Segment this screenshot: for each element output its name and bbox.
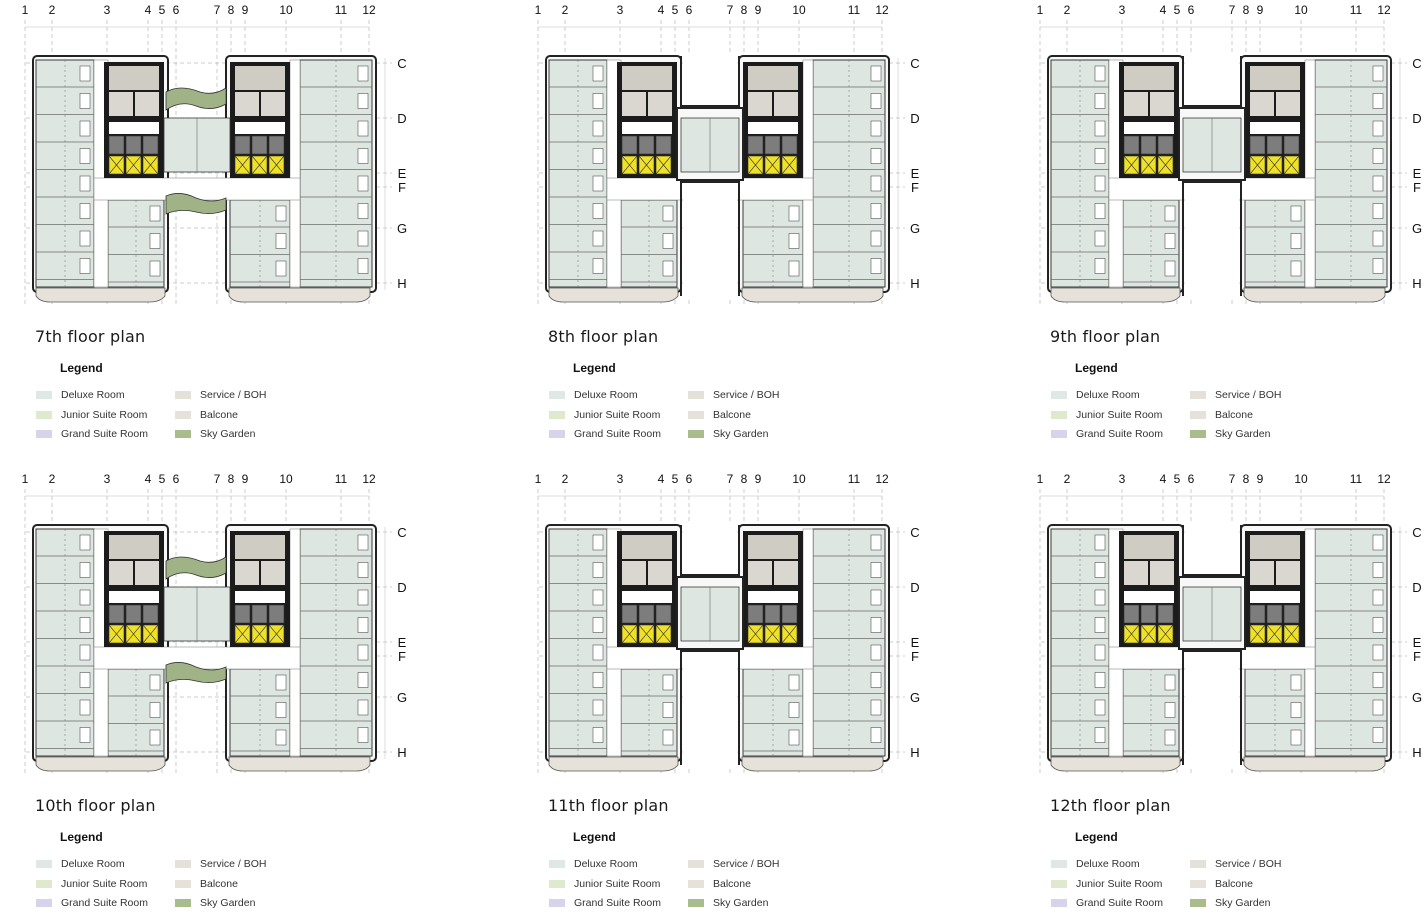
row-label: G	[909, 221, 921, 236]
deluxe-room-wing	[549, 60, 607, 287]
floor-plan-drawing	[1015, 0, 1426, 315]
column-label: 2	[1063, 3, 1071, 17]
column-label: 10	[792, 472, 806, 486]
legend-item	[688, 896, 768, 910]
legend-swatch	[36, 430, 52, 438]
legend-swatch	[1190, 411, 1206, 419]
row-label: C	[910, 56, 920, 71]
row-label: F	[911, 180, 919, 195]
column-label: 1	[1036, 472, 1044, 486]
column-label: 12	[1377, 472, 1391, 486]
legend-swatch	[688, 880, 704, 888]
column-label: 2	[1063, 472, 1071, 486]
legend-item	[1051, 408, 1162, 422]
legend-label: Junior Suite Room	[574, 408, 661, 421]
row-label: H	[1412, 276, 1422, 291]
row-label: F	[1413, 649, 1421, 664]
column-label: 7	[726, 472, 734, 486]
deluxe-room-wing	[1123, 669, 1179, 756]
row-label: F	[911, 649, 919, 664]
floor-plan-panel	[0, 469, 475, 924]
legend-label: Sky Garden	[200, 897, 256, 909]
legend-label: Grand Suite Room	[1076, 897, 1163, 909]
column-label: 3	[1118, 472, 1126, 486]
column-label: 6	[685, 3, 693, 17]
column-label: 9	[1256, 472, 1264, 486]
row-label: H	[397, 745, 407, 760]
deluxe-room-wing	[1123, 200, 1179, 287]
row-label: F	[398, 180, 406, 195]
column-label: 10	[792, 3, 806, 17]
column-label: 7	[726, 3, 734, 17]
row-label: D	[397, 580, 407, 595]
core	[1245, 62, 1305, 178]
legend-swatch	[688, 411, 704, 419]
column-label: 1	[21, 472, 29, 486]
core	[104, 62, 164, 178]
floor-plan-caption: 10th floor plan	[35, 796, 156, 815]
column-label: 7	[213, 3, 221, 17]
core	[743, 531, 803, 647]
bridge-link	[1179, 521, 1245, 766]
legend-item	[1190, 408, 1253, 422]
legend-item	[549, 408, 660, 422]
corridor	[803, 60, 813, 287]
core	[104, 531, 164, 647]
floor-plan-drawing	[513, 0, 933, 315]
legend-label: Junior Suite Room	[61, 408, 148, 421]
legend-label: Grand Suite Room	[61, 897, 148, 909]
row-label: G	[396, 221, 408, 236]
column-label: 3	[616, 3, 624, 17]
legend-label: Grand Suite Room	[574, 428, 661, 440]
column-label: 5	[1173, 472, 1181, 486]
row-label: C	[397, 56, 407, 71]
legend-title: Legend	[573, 361, 616, 375]
legend-swatch	[688, 899, 704, 907]
corridor	[290, 529, 300, 756]
row-label: E	[397, 635, 407, 650]
deluxe-room-wing	[300, 529, 372, 756]
deluxe-room-wing	[1315, 529, 1387, 756]
column-label: 1	[1036, 3, 1044, 17]
legend-title: Legend	[60, 361, 103, 375]
column-label: 6	[1187, 472, 1195, 486]
floor-plan-caption: 11th floor plan	[548, 796, 669, 815]
column-label: 4	[1159, 3, 1167, 17]
bridge-link	[677, 521, 743, 766]
legend-swatch	[549, 880, 565, 888]
legend-label: Deluxe Room	[1076, 858, 1140, 870]
column-label: 6	[172, 3, 180, 17]
column-label: 6	[172, 472, 180, 486]
legend-item	[175, 877, 238, 891]
legend-swatch	[549, 391, 565, 399]
column-label: 11	[334, 3, 348, 17]
legend-item	[1190, 896, 1270, 910]
column-label: 12	[362, 472, 376, 486]
legend-swatch	[1190, 391, 1206, 399]
column-label: 8	[1242, 3, 1250, 17]
deluxe-room-wing	[1245, 669, 1305, 756]
row-label: H	[910, 276, 920, 291]
column-label: 12	[1377, 3, 1391, 17]
legend-item	[688, 427, 768, 441]
legend-swatch	[688, 860, 704, 868]
row-label: F	[1413, 180, 1421, 195]
legend-item	[549, 388, 638, 402]
legend-item	[175, 896, 255, 910]
legend-item	[175, 408, 238, 422]
floor-plan-drawing	[0, 469, 420, 784]
column-label: 5	[158, 3, 166, 17]
legend-label: Sky Garden	[1215, 428, 1271, 440]
column-label: 4	[1159, 472, 1167, 486]
legend-label: Junior Suite Room	[61, 877, 148, 890]
legend-swatch	[36, 880, 52, 888]
legend-label: Junior Suite Room	[1076, 408, 1163, 421]
floor-plan-caption: 9th floor plan	[1050, 327, 1161, 346]
legend-label: Balcone	[200, 877, 238, 890]
legend-swatch	[1051, 391, 1067, 399]
floor-plan-panel	[0, 0, 475, 455]
lift-lobby	[94, 647, 300, 669]
column-label: 9	[754, 3, 762, 17]
column-label: 2	[48, 472, 56, 486]
legend-title: Legend	[573, 830, 616, 844]
deluxe-room-wing	[743, 200, 803, 287]
row-label: H	[1412, 745, 1422, 760]
row-label: C	[910, 525, 920, 540]
deluxe-room-wing	[1245, 200, 1305, 287]
core	[230, 531, 290, 647]
legend-swatch	[175, 430, 191, 438]
column-label: 1	[534, 472, 542, 486]
legend-label: Balcone	[1215, 408, 1253, 421]
legend-item	[688, 877, 751, 891]
column-label: 8	[740, 3, 748, 17]
column-label: 4	[657, 472, 665, 486]
legend-item	[175, 857, 267, 871]
floor-plan-drawing	[0, 0, 420, 315]
column-label: 8	[227, 3, 235, 17]
corridor	[803, 529, 813, 756]
column-label: 12	[875, 3, 889, 17]
column-label: 12	[362, 3, 376, 17]
balcony	[36, 757, 370, 771]
deluxe-room-wing	[549, 529, 607, 756]
floor-plan-panel	[513, 469, 988, 924]
column-label: 11	[1349, 3, 1363, 17]
core	[617, 62, 677, 178]
legend-item	[688, 388, 780, 402]
row-label: E	[1412, 635, 1422, 650]
legend-label: Junior Suite Room	[1076, 877, 1163, 890]
column-label: 6	[685, 472, 693, 486]
column-label: 5	[671, 472, 679, 486]
core	[1245, 531, 1305, 647]
legend-label: Service / BOH	[200, 389, 267, 401]
legend-swatch	[549, 899, 565, 907]
legend-label: Service / BOH	[1215, 858, 1282, 870]
legend-swatch	[175, 880, 191, 888]
column-label: 11	[334, 472, 348, 486]
column-label: 10	[279, 472, 293, 486]
floor-plan-caption: 12th floor plan	[1050, 796, 1171, 815]
deluxe-room-wing	[108, 200, 164, 287]
legend-swatch	[1051, 411, 1067, 419]
column-label: 7	[213, 472, 221, 486]
floor-plan-panel	[1015, 0, 1426, 455]
deluxe-room-wing	[743, 669, 803, 756]
legend-swatch	[688, 430, 704, 438]
legend-label: Deluxe Room	[574, 858, 638, 870]
legend-item	[688, 857, 780, 871]
deluxe-room-wing	[230, 669, 290, 756]
row-label: C	[1412, 525, 1422, 540]
row-label: C	[397, 525, 407, 540]
core	[743, 62, 803, 178]
column-label: 9	[754, 472, 762, 486]
lift-lobby	[94, 178, 300, 200]
column-label: 1	[21, 3, 29, 17]
core	[1119, 62, 1179, 178]
legend-item	[36, 877, 147, 891]
column-label: 9	[241, 3, 249, 17]
core	[617, 531, 677, 647]
column-label: 2	[561, 3, 569, 17]
row-label: E	[397, 166, 407, 181]
floor-plan-drawing	[1015, 469, 1426, 784]
legend-label: Grand Suite Room	[61, 428, 148, 440]
legend-item	[36, 896, 148, 910]
legend-label: Balcone	[713, 877, 751, 890]
legend-item	[1190, 877, 1253, 891]
deluxe-room-wing	[813, 60, 885, 287]
legend-item	[36, 408, 147, 422]
row-label: D	[397, 111, 407, 126]
column-label: 2	[561, 472, 569, 486]
legend-label: Sky Garden	[1215, 897, 1271, 909]
legend-swatch	[549, 411, 565, 419]
core	[230, 62, 290, 178]
column-label: 10	[1294, 3, 1308, 17]
row-label: D	[910, 111, 920, 126]
legend-item	[1190, 857, 1282, 871]
legend-swatch	[688, 391, 704, 399]
legend-label: Grand Suite Room	[574, 897, 661, 909]
legend-item	[36, 388, 125, 402]
row-label: G	[396, 690, 408, 705]
legend-swatch	[175, 860, 191, 868]
legend-label: Deluxe Room	[61, 389, 125, 401]
deluxe-room-wing	[1051, 60, 1109, 287]
row-label: D	[1412, 111, 1422, 126]
legend-label: Grand Suite Room	[1076, 428, 1163, 440]
column-label: 11	[847, 472, 861, 486]
legend-swatch	[1051, 860, 1067, 868]
column-label: 9	[1256, 3, 1264, 17]
legend-swatch	[36, 860, 52, 868]
corridor	[290, 60, 300, 287]
row-label: H	[397, 276, 407, 291]
column-label: 7	[1228, 3, 1236, 17]
column-label: 5	[158, 472, 166, 486]
legend-swatch	[1190, 880, 1206, 888]
legend-label: Service / BOH	[200, 858, 267, 870]
column-label: 3	[616, 472, 624, 486]
column-label: 8	[227, 472, 235, 486]
legend-label: Sky Garden	[200, 428, 256, 440]
legend-swatch	[1190, 860, 1206, 868]
row-label: G	[1411, 690, 1423, 705]
deluxe-room-wing	[1315, 60, 1387, 287]
floor-plan-panel	[513, 0, 988, 455]
legend-swatch	[1190, 899, 1206, 907]
legend-item	[549, 877, 660, 891]
column-label: 2	[48, 3, 56, 17]
legend-label: Service / BOH	[1215, 389, 1282, 401]
legend-item	[175, 427, 255, 441]
legend-item	[549, 896, 661, 910]
legend-item	[36, 857, 125, 871]
corridor	[1305, 60, 1315, 287]
legend-item	[1051, 388, 1140, 402]
row-label: D	[1412, 580, 1422, 595]
column-label: 9	[241, 472, 249, 486]
legend-item	[1190, 388, 1282, 402]
deluxe-room-wing	[300, 60, 372, 287]
legend-label: Deluxe Room	[1076, 389, 1140, 401]
row-label: E	[1412, 166, 1422, 181]
legend-title: Legend	[60, 830, 103, 844]
legend-title: Legend	[1075, 361, 1118, 375]
legend-swatch	[36, 391, 52, 399]
legend-label: Deluxe Room	[574, 389, 638, 401]
corridor	[1305, 529, 1315, 756]
legend-swatch	[1051, 880, 1067, 888]
legend-swatch	[1190, 430, 1206, 438]
row-label: H	[910, 745, 920, 760]
legend-label: Balcone	[1215, 877, 1253, 890]
legend-item	[1051, 896, 1163, 910]
legend-label: Balcone	[200, 408, 238, 421]
legend-swatch	[175, 899, 191, 907]
legend-label: Deluxe Room	[61, 858, 125, 870]
legend-title: Legend	[1075, 830, 1118, 844]
column-label: 7	[1228, 472, 1236, 486]
row-label: E	[910, 635, 920, 650]
legend-label: Junior Suite Room	[574, 877, 661, 890]
legend-swatch	[36, 899, 52, 907]
floor-plan-caption: 8th floor plan	[548, 327, 659, 346]
column-label: 4	[657, 3, 665, 17]
legend-item	[1051, 877, 1162, 891]
row-label: E	[910, 166, 920, 181]
legend-item	[549, 857, 638, 871]
row-label: F	[398, 649, 406, 664]
deluxe-room-wing	[621, 669, 677, 756]
column-label: 5	[671, 3, 679, 17]
legend-swatch	[175, 411, 191, 419]
legend-label: Service / BOH	[713, 858, 780, 870]
row-label: C	[1412, 56, 1422, 71]
floor-plan-panel	[1015, 469, 1426, 924]
column-label: 3	[103, 3, 111, 17]
column-label: 5	[1173, 3, 1181, 17]
row-label: G	[909, 690, 921, 705]
legend-label: Sky Garden	[713, 897, 769, 909]
floor-plan-drawing	[513, 469, 933, 784]
deluxe-room-wing	[36, 529, 94, 756]
legend-item	[1051, 427, 1163, 441]
bridge-link	[1179, 52, 1245, 297]
legend-item	[549, 427, 661, 441]
core	[1119, 531, 1179, 647]
column-label: 11	[1349, 472, 1363, 486]
legend-item	[1051, 857, 1140, 871]
legend-swatch	[175, 391, 191, 399]
column-label: 3	[1118, 3, 1126, 17]
balcony	[36, 288, 370, 302]
legend-item	[175, 388, 267, 402]
legend-swatch	[1051, 899, 1067, 907]
column-label: 6	[1187, 3, 1195, 17]
column-label: 10	[1294, 472, 1308, 486]
legend-swatch	[549, 430, 565, 438]
legend-label: Balcone	[713, 408, 751, 421]
legend-swatch	[549, 860, 565, 868]
column-label: 8	[1242, 472, 1250, 486]
floor-plan-caption: 7th floor plan	[35, 327, 146, 346]
legend-item	[36, 427, 148, 441]
column-label: 1	[534, 3, 542, 17]
deluxe-room-wing	[108, 669, 164, 756]
deluxe-room-wing	[621, 200, 677, 287]
column-label: 11	[847, 3, 861, 17]
legend-label: Service / BOH	[713, 389, 780, 401]
legend-label: Sky Garden	[713, 428, 769, 440]
column-label: 3	[103, 472, 111, 486]
deluxe-room-wing	[813, 529, 885, 756]
column-label: 4	[144, 3, 152, 17]
deluxe-room-wing	[36, 60, 94, 287]
row-label: G	[1411, 221, 1423, 236]
deluxe-room-wing	[1051, 529, 1109, 756]
column-label: 4	[144, 472, 152, 486]
legend-swatch	[36, 411, 52, 419]
row-label: D	[910, 580, 920, 595]
deluxe-room-wing	[230, 200, 290, 287]
legend-item	[688, 408, 751, 422]
column-label: 8	[740, 472, 748, 486]
bridge-link	[677, 52, 743, 297]
legend-swatch	[1051, 430, 1067, 438]
legend-item	[1190, 427, 1270, 441]
column-label: 10	[279, 3, 293, 17]
column-label: 12	[875, 472, 889, 486]
